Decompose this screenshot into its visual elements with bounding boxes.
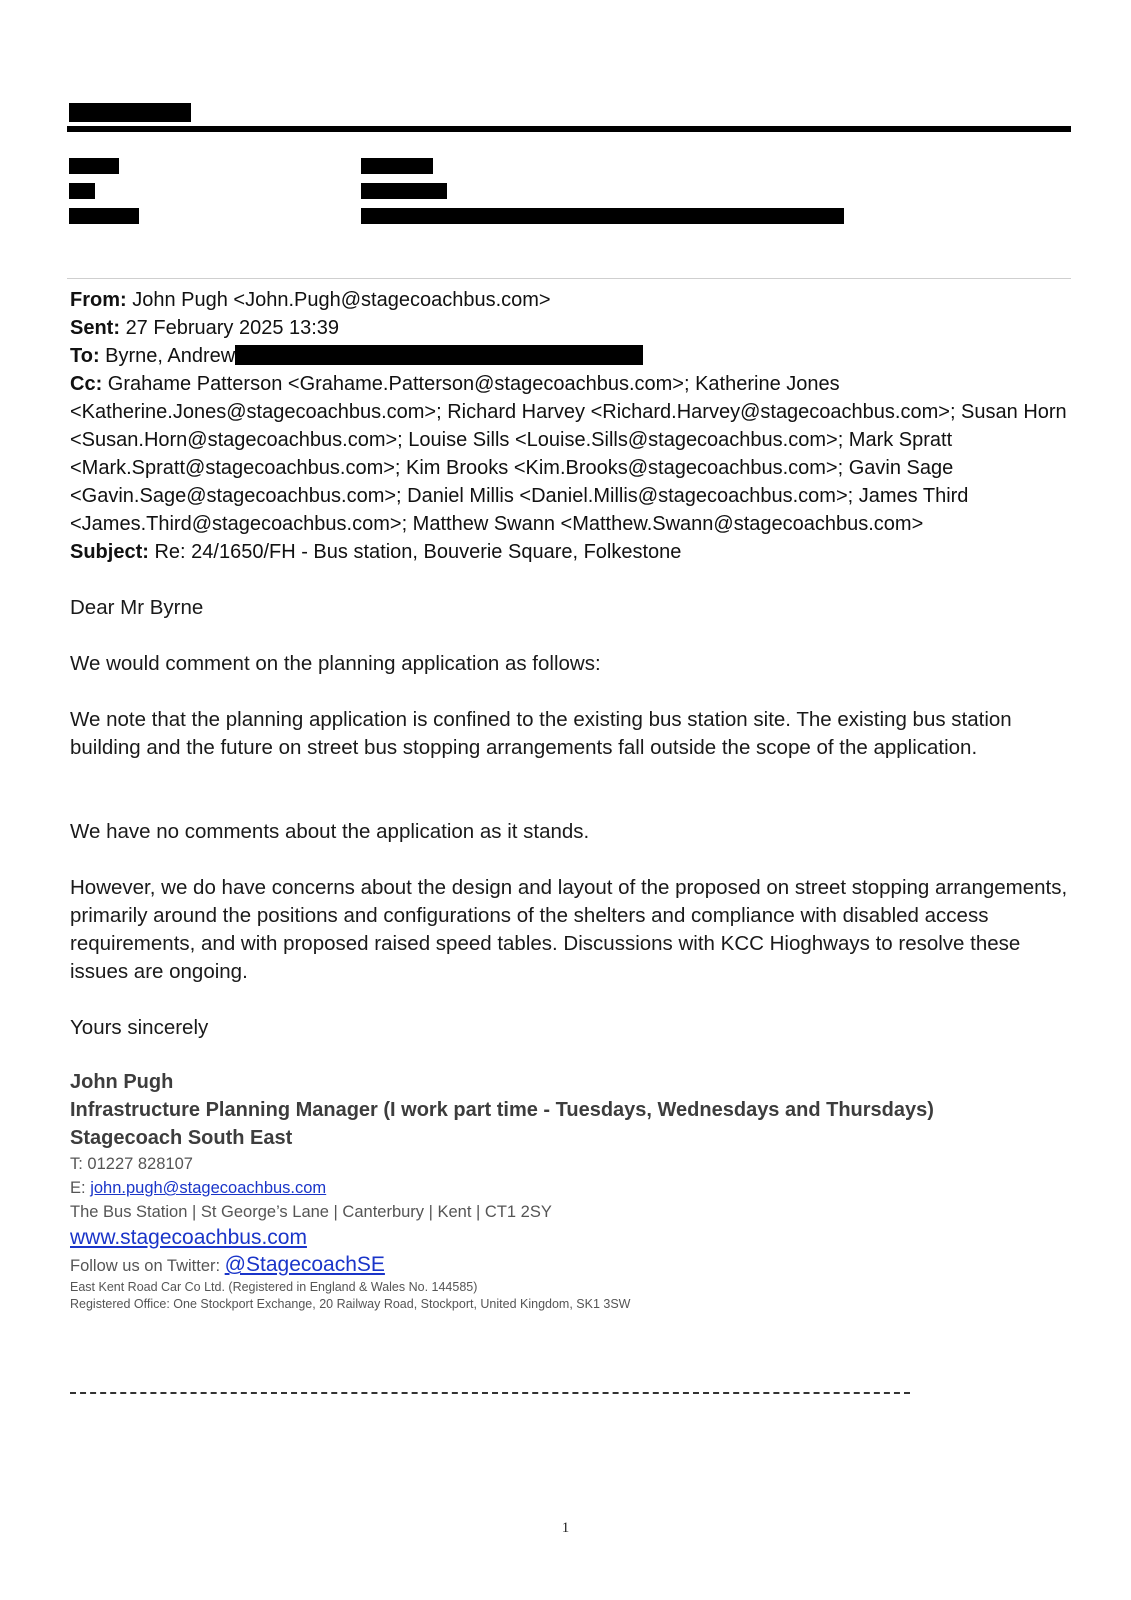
- intro-paragraph: We would comment on the planning application as follows:: [70, 652, 601, 675]
- closing: Yours sincerely: [70, 1016, 209, 1039]
- redacted-title: [69, 103, 191, 122]
- email-divider: [67, 278, 1071, 279]
- twitter-prefix: Follow us on Twitter:: [70, 1257, 225, 1275]
- sent-value: 27 February 2025 13:39: [125, 317, 340, 339]
- redacted-field-2-value: [361, 183, 447, 199]
- website-link[interactable]: www.stagecoachbus.com: [70, 1226, 307, 1249]
- twitter-link[interactable]: @StagecoachSE: [224, 1253, 385, 1276]
- email-header: [70, 286, 1080, 566]
- signature-phone: T: 01227 828107: [70, 1155, 193, 1173]
- concerns-paragraph: However, we do have concerns about the design and layout of the proposed on street stopping arrangements, primarily around the positions and configurations of the shelters and compliance with disabled access requirements, and with proposed raised speed tables. Discussions with KCC Hioghways to resolve these issues are ongoing.: [70, 876, 1068, 983]
- signature-website-line: [70, 1224, 1070, 1252]
- signature-email-link[interactable]: john.pugh@stagecoachbus.com: [90, 1179, 327, 1197]
- redacted-field-1-value: [361, 158, 433, 174]
- separator-dashes: [70, 1392, 910, 1394]
- note-paragraph: We note that the planning application is confined to the existing bus station site. The existing bus station building and the future on street bus stopping arrangements fall outside the scope of the application.: [70, 708, 1012, 759]
- sent-line: [70, 314, 1080, 342]
- registered-office: Registered Office: One Stockport Exchange, 20 Railway Road, Stockport, United Kingdom, SK1 3SW: [70, 1297, 631, 1311]
- signature-block: [70, 1068, 1070, 1313]
- redacted-field-3-label: [69, 208, 139, 224]
- to-line: [70, 342, 1080, 370]
- company-registration: East Kent Road Car Co Ltd. (Registered in England & Wales No. 144585): [70, 1280, 478, 1294]
- redacted-recipient-email: [235, 345, 643, 365]
- greeting: Dear Mr Byrne: [70, 596, 204, 619]
- signature-name: John Pugh: [70, 1071, 174, 1093]
- signature-title: Infrastructure Planning Manager (I work part time - Tuesdays, Wednesdays and Thursdays): [70, 1099, 934, 1121]
- to-value: Byrne, Andrew: [105, 345, 236, 367]
- cc-line: [70, 370, 1080, 538]
- from-value: John Pugh <John.Pugh@stagecoachbus.com>: [132, 289, 551, 311]
- twitter-line: [70, 1252, 1070, 1279]
- cc-label: Cc:: [70, 373, 103, 395]
- subject-value: Re: 24/1650/FH - Bus station, Bouverie Square, Folkestone: [154, 541, 682, 563]
- no-comments-paragraph: We have no comments about the application as it stands.: [70, 820, 590, 843]
- redacted-field-2-label: [69, 183, 95, 199]
- header-divider: [67, 126, 1071, 132]
- cc-value: Grahame Patterson <Grahame.Patterson@stagecoachbus.com>; Katherine Jones <Katherine.Jones@stagecoachbus.com>; Richard Harvey <Richard.Harvey@stagecoachbus.com>; Susan Horn <Susan.Horn@stagecoachbus.com>; Louise Sills <Louise.Sills@stagecoachbus.com>; Mark Spratt <Mark.Spratt@stagecoachbus.com>; Kim Brooks <Kim.Brooks@stagecoachbus.com>; Gavin Sage <Gavin.Sage@stagecoachbus.com>; Daniel Millis <Daniel.Millis@stagecoachbus.com>; James Third <James.Third@stagecoachbus.com>; Matthew Swann <Matthew.Swann@stagecoachbus.com>: [70, 373, 1067, 535]
- signature-company: Stagecoach South East: [70, 1127, 293, 1149]
- from-label: From:: [70, 289, 127, 311]
- signature-email-line: [70, 1176, 1070, 1200]
- sent-label: Sent:: [70, 317, 120, 339]
- from-line: [70, 286, 1080, 314]
- redacted-field-1-label: [69, 158, 119, 174]
- page-number: 1: [561, 1520, 570, 1536]
- subject-label: Subject:: [70, 541, 149, 563]
- redacted-field-3-value: [361, 208, 844, 224]
- to-label: To:: [70, 345, 100, 367]
- subject-line: [70, 538, 1080, 566]
- signature-address: The Bus Station | St George’s Lane | Canterbury | Kent | CT1 2SY: [70, 1203, 552, 1221]
- signature-email-prefix: E:: [70, 1179, 91, 1197]
